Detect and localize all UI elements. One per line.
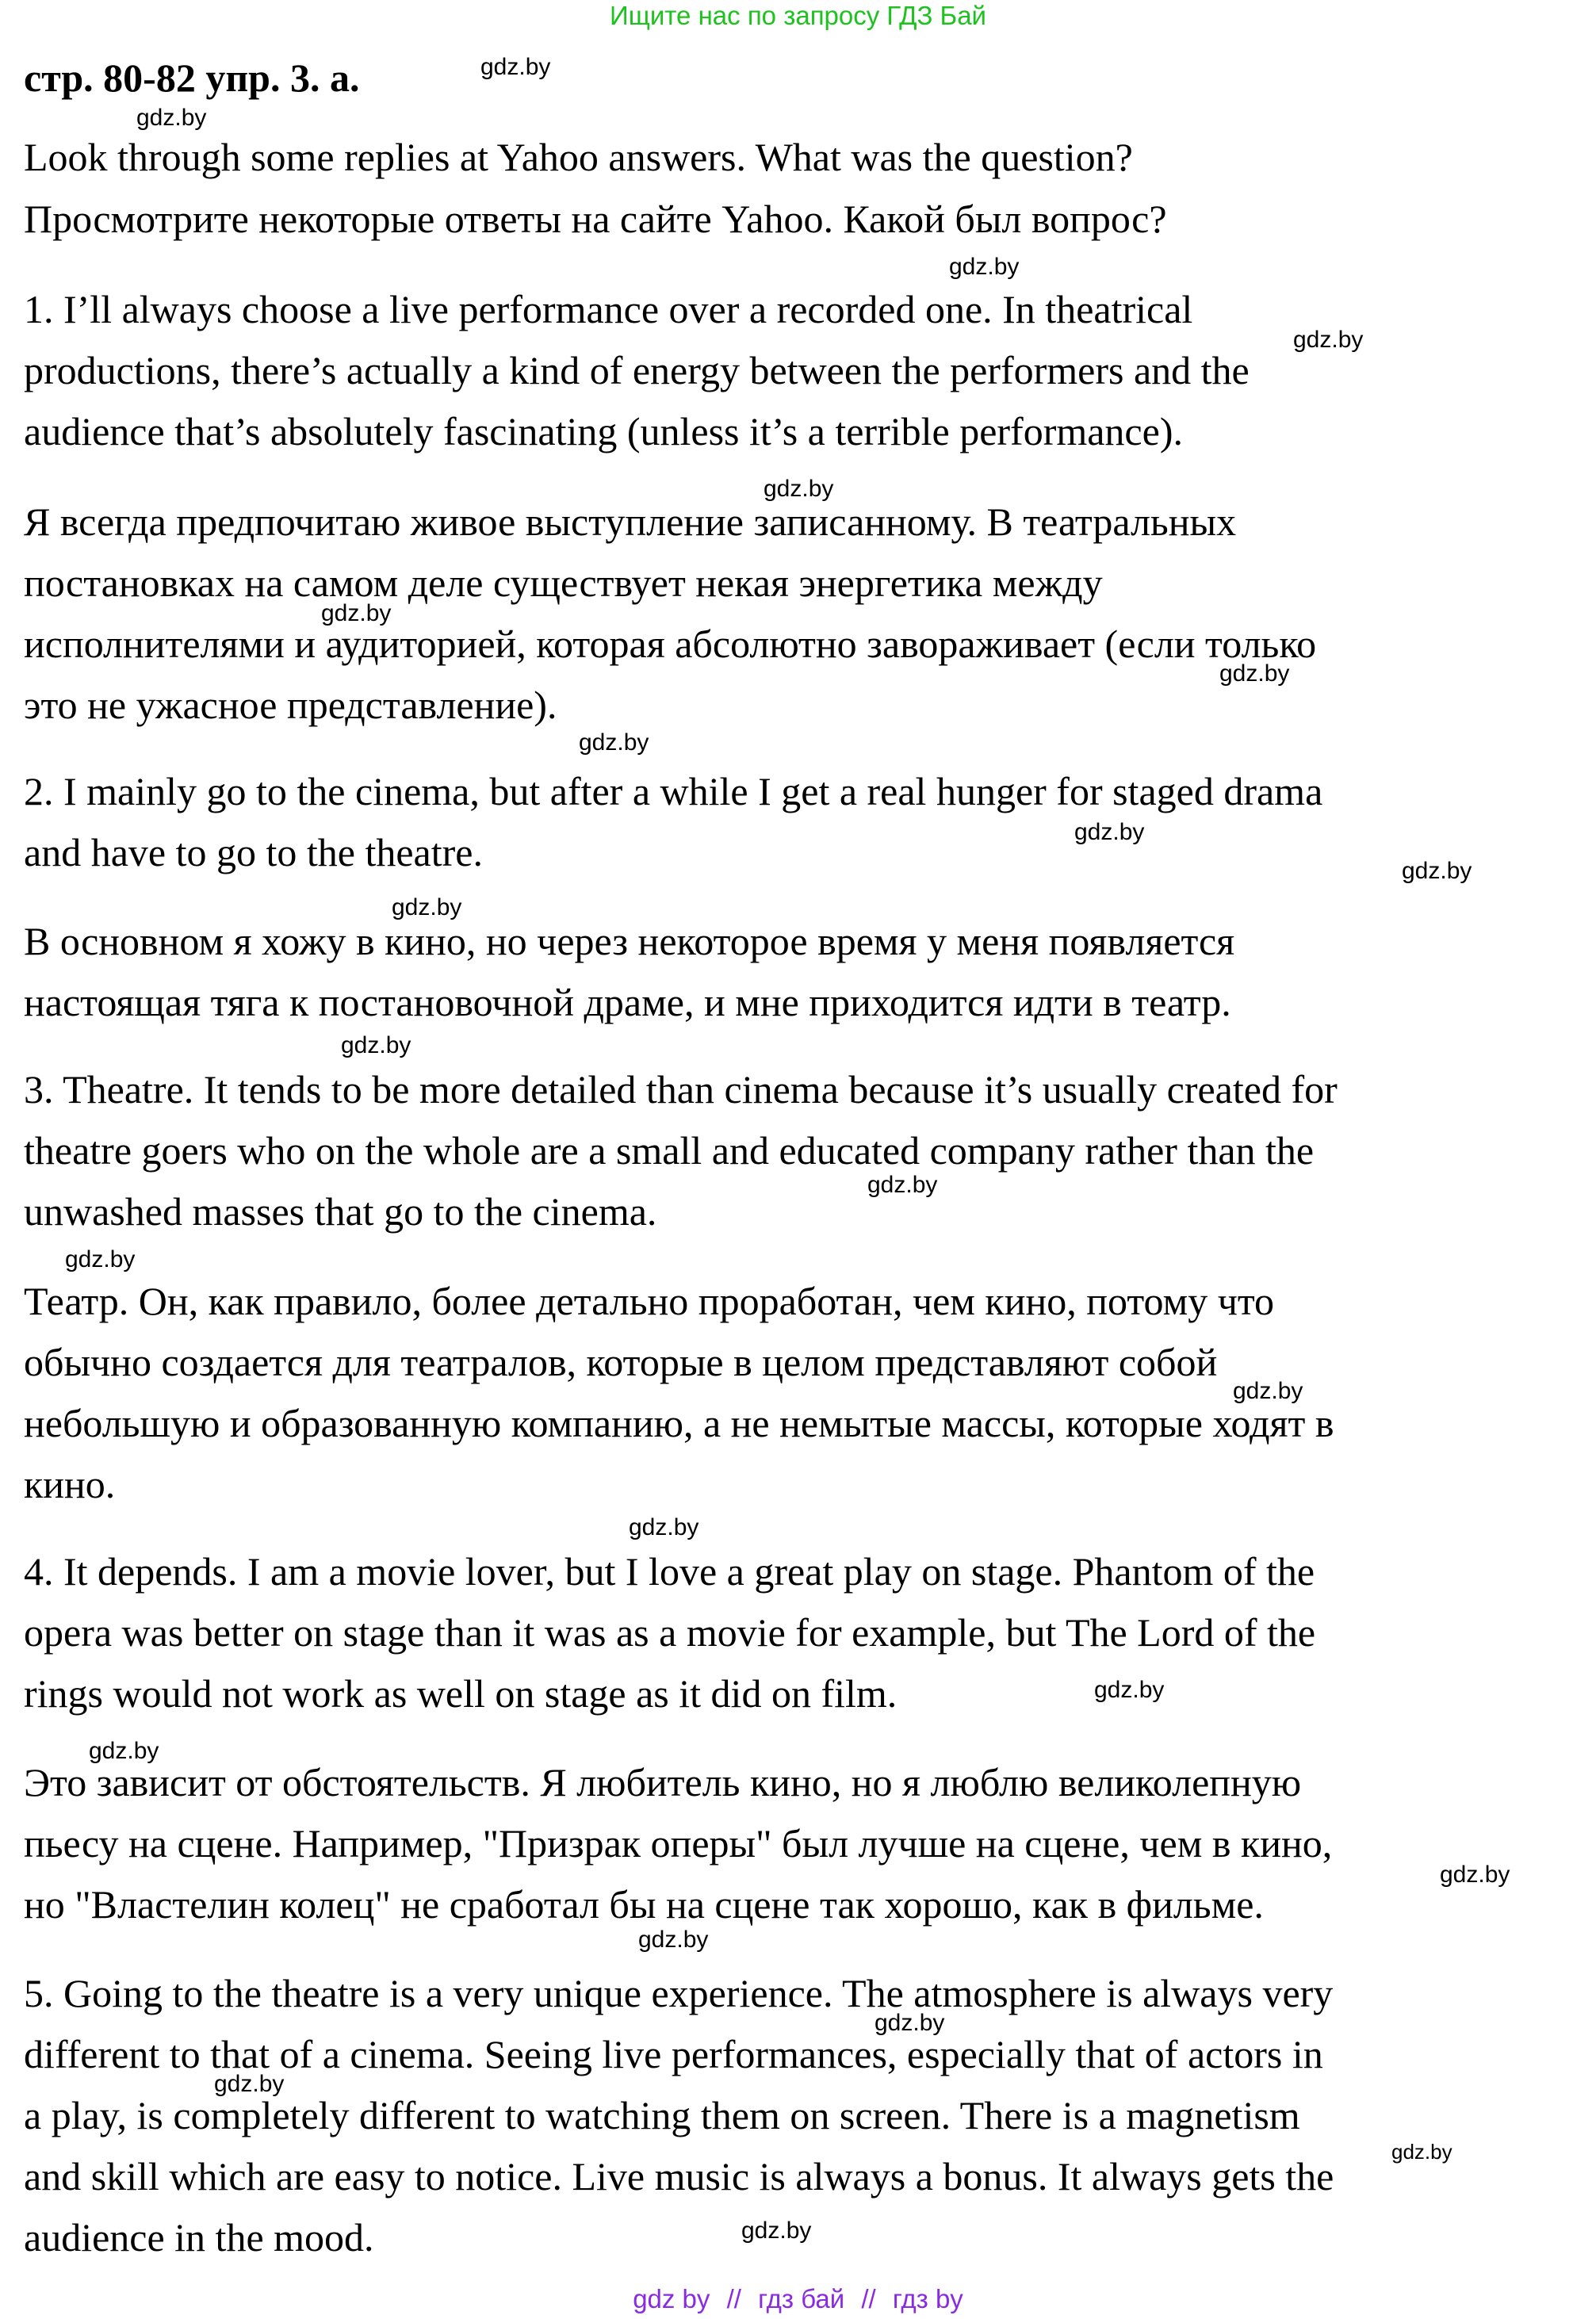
- answer-1-ru-line-2: постановках на самом деле существует некая энергетика между: [24, 561, 1103, 605]
- watermark: gdz.by: [1219, 660, 1290, 687]
- watermark: gdz.by: [579, 729, 649, 756]
- footer-separator: //: [861, 2284, 876, 2313]
- answer-5-en-line-3: a play, is completely different to watching them on screen. There is a magnetism: [24, 2093, 1300, 2137]
- answer-5-en-line-5: audience in the mood.: [24, 2215, 374, 2260]
- answer-2-ru-line-2: настоящая тяга к постановочной драме, и мне приходится идти в театр.: [24, 980, 1231, 1024]
- answer-2-ru-line-1: В основном я хожу в кино, но через некоторое время у меня появляется: [24, 919, 1235, 963]
- answer-2-en-line-1: 2. I mainly go to the cinema, but after a while I get a real hunger for staged drama: [24, 769, 1323, 813]
- top-banner: Ищите нас по запросу ГДЗ Бай: [610, 1, 986, 30]
- answer-4-en-line-1: 4. It depends. I am a movie lover, but I love a great play on stage. Phantom of the: [24, 1549, 1315, 1594]
- watermark: gdz.by: [875, 2010, 945, 2036]
- watermark: gdz.by: [638, 1927, 709, 1953]
- watermark: gdz.by: [89, 1738, 159, 1764]
- footer-link-gdz-bai[interactable]: гдз бай: [758, 2284, 845, 2313]
- answer-3-ru-line-4: кино.: [24, 1462, 116, 1506]
- answer-3-ru-line-3: небольшую и образованную компанию, а не немытые массы, которые ходят в: [24, 1401, 1334, 1445]
- answer-1-ru-line-4: это не ужасное представление).: [24, 683, 557, 727]
- watermark: gdz.by: [1402, 858, 1472, 884]
- watermark: gdz.by: [136, 105, 207, 131]
- answer-3-en-line-1: 3. Theatre. It tends to be more detailed than cinema because it’s usually created for: [24, 1067, 1338, 1112]
- watermark: gdz.by: [1094, 1677, 1165, 1703]
- watermark: gdz.by: [65, 1246, 136, 1272]
- watermark: gdz.by: [1440, 1862, 1510, 1888]
- watermark: gdz.by: [764, 476, 834, 502]
- answer-3-en-line-3: unwashed masses that go to the cinema.: [24, 1189, 657, 1234]
- answer-1-en-line-2: productions, there’s actually a kind of energy between the performers and the: [24, 348, 1250, 392]
- answer-3-en-line-2: theatre goers who on the whole are a small and educated company rather than the: [24, 1128, 1315, 1173]
- answer-1-ru-line-1: Я всегда предпочитаю живое выступление записанному. В театральных: [24, 499, 1237, 544]
- watermark: gdz.by: [741, 2218, 812, 2244]
- answer-5-en-line-4: and skill which are easy to notice. Live music is always a bonus. It always gets the: [24, 2154, 1334, 2198]
- intro-ru: Просмотрите некоторые ответы на сайте Yahoo. Какой был вопрос?: [24, 197, 1167, 241]
- watermark: gdz.by: [480, 54, 551, 80]
- page-title: стр. 80-82 упр. 3. а.: [24, 55, 360, 100]
- watermark: gdz.by: [1074, 819, 1145, 845]
- answer-5-en-line-2: different to that of a cinema. Seeing live performances, especially that of actors in: [24, 2032, 1323, 2076]
- answer-4-ru-line-2: пьесу на сцене. Например, "Призрак оперы" был лучше на сцене, чем в кино,: [24, 1821, 1333, 1866]
- footer-separator: //: [726, 2284, 741, 2313]
- answer-1-en-line-3: audience that’s absolutely fascinating (unless it’s a terrible performance).: [24, 409, 1183, 453]
- watermark: gdz.by: [867, 1172, 938, 1198]
- footer-link-gdz-by-ru[interactable]: гдз by: [892, 2284, 963, 2313]
- watermark: gdz.by: [1233, 1378, 1303, 1404]
- answer-2-en-line-2: and have to go to the theatre.: [24, 830, 483, 874]
- watermark: gdz.by: [1391, 2140, 1452, 2164]
- watermark: gdz.by: [214, 2071, 285, 2097]
- answer-1-ru-line-3: исполнителями и аудиторией, которая абсолютно завораживает (если только: [24, 622, 1317, 666]
- answer-5-en-line-1: 5. Going to the theatre is a very unique experience. The atmosphere is always very: [24, 1971, 1334, 2015]
- answer-4-en-line-2: opera was better on stage than it was as a movie for example, but The Lord of the: [24, 1610, 1316, 1655]
- intro-en: Look through some replies at Yahoo answers. What was the question?: [24, 135, 1133, 179]
- answer-4-ru-line-3: но "Властелин колец" не сработал бы на сцене так хорошо, как в фильме.: [24, 1882, 1264, 1927]
- watermark: gdz.by: [629, 1514, 699, 1540]
- watermark: gdz.by: [341, 1032, 411, 1058]
- answer-3-ru-line-2: обычно создается для театралов, которые в целом представляют собой: [24, 1340, 1218, 1384]
- watermark: gdz.by: [321, 600, 392, 626]
- answer-4-en-line-3: rings would not work as well on stage as it did on film.: [24, 1671, 898, 1716]
- watermark: gdz.by: [1293, 327, 1364, 353]
- watermark: gdz.by: [392, 894, 462, 920]
- answer-3-ru-line-1: Театр. Он, как правило, более детально проработан, чем кино, потому что: [24, 1279, 1275, 1323]
- answer-4-ru-line-1: Это зависит от обстоятельств. Я любитель кино, но я люблю великолепную: [24, 1760, 1302, 1804]
- footer-links: [0, 2283, 1596, 2315]
- watermark: gdz.by: [949, 254, 1020, 280]
- footer-link-gdz-by[interactable]: gdz by: [633, 2284, 710, 2313]
- answer-1-en-line-1: 1. I’ll always choose a live performance over a recorded one. In theatrical: [24, 287, 1193, 331]
